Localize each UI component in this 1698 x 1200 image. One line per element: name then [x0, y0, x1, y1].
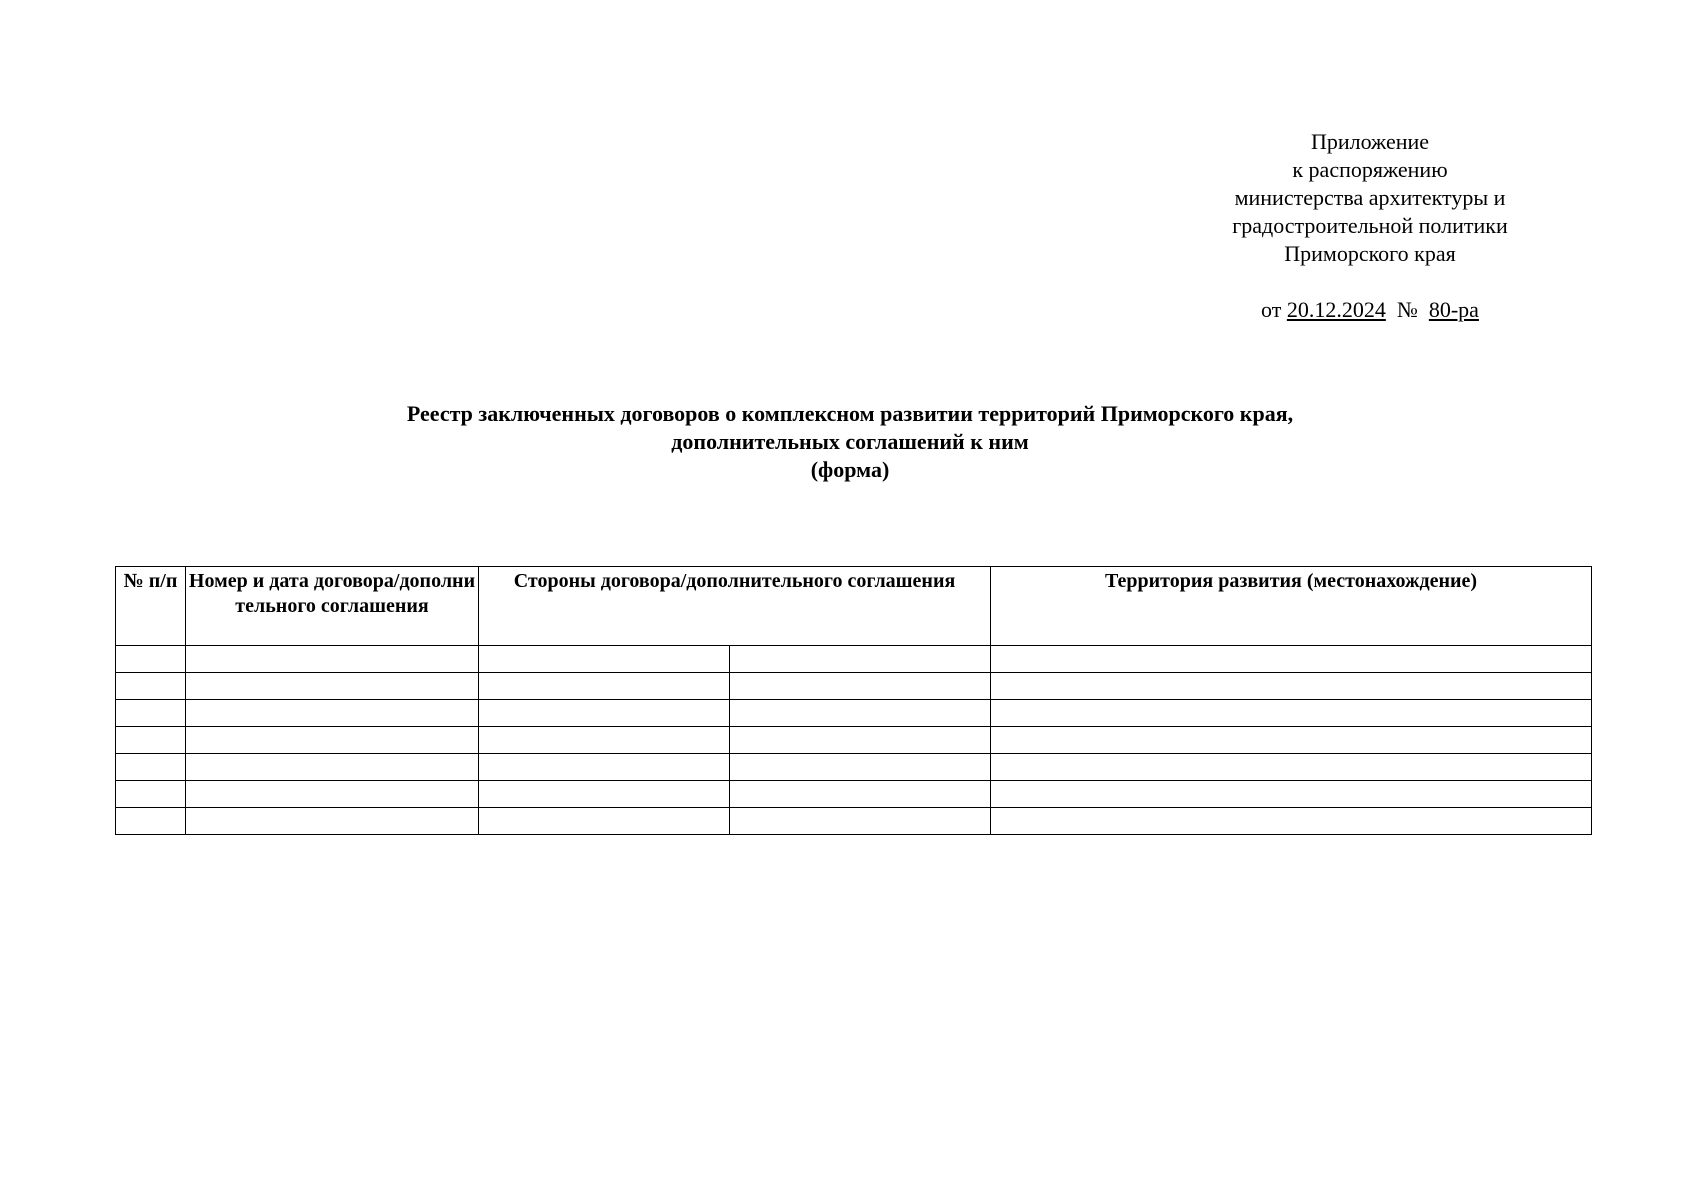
table-cell[interactable] — [479, 781, 730, 808]
table-header-row — [116, 567, 1592, 646]
registry-table — [115, 566, 1592, 835]
table-cell[interactable] — [479, 808, 730, 835]
table-cell[interactable] — [186, 646, 479, 673]
table-cell[interactable] — [116, 781, 186, 808]
appendix-line-order: к распоряжению — [1292, 157, 1448, 182]
table-cell[interactable] — [730, 808, 991, 835]
table-cell[interactable] — [991, 646, 1592, 673]
table-cell[interactable] — [991, 727, 1592, 754]
table-row — [116, 700, 1592, 727]
title-line-3: (форма) — [810, 457, 890, 482]
appendix-header — [1180, 128, 1560, 324]
order-number-sign: № — [1396, 297, 1418, 322]
order-date-number — [1180, 296, 1560, 324]
appendix-line-policy: градостроительной политики — [1232, 213, 1508, 238]
table-row — [116, 727, 1592, 754]
table-cell[interactable] — [479, 646, 730, 673]
table-body — [116, 646, 1592, 835]
table-cell[interactable] — [730, 781, 991, 808]
table-cell[interactable] — [116, 700, 186, 727]
table-row — [116, 673, 1592, 700]
title-line-1: Реестр заключенных договоров о комплексном развитии территорий Приморского края, — [406, 401, 1294, 426]
table-cell[interactable] — [479, 754, 730, 781]
header-number: № п/п — [116, 567, 186, 646]
table-cell[interactable] — [730, 673, 991, 700]
table-cell[interactable] — [116, 808, 186, 835]
table-cell[interactable] — [991, 808, 1592, 835]
table-cell[interactable] — [479, 700, 730, 727]
order-date: 20.12.2024 — [1286, 297, 1386, 322]
table-cell[interactable] — [730, 754, 991, 781]
table-cell[interactable] — [186, 808, 479, 835]
table-cell[interactable] — [991, 700, 1592, 727]
table-cell[interactable] — [186, 754, 479, 781]
header-territory: Территория развития (местонахождение) — [991, 567, 1592, 646]
appendix-label: Приложение — [1310, 129, 1430, 154]
table-row — [116, 754, 1592, 781]
table-cell[interactable] — [479, 727, 730, 754]
appendix-line-ministry: министерства архитектуры и — [1234, 185, 1506, 210]
header-contract-parties: Стороны договора/дополнительного соглашения — [479, 567, 991, 646]
table-cell[interactable] — [116, 754, 186, 781]
table-cell[interactable] — [730, 700, 991, 727]
table-cell[interactable] — [991, 673, 1592, 700]
table-cell[interactable] — [991, 754, 1592, 781]
order-date-prefix: от — [1261, 297, 1282, 322]
table-cell[interactable] — [991, 781, 1592, 808]
table-row — [116, 808, 1592, 835]
table-cell[interactable] — [116, 673, 186, 700]
table-cell[interactable] — [479, 673, 730, 700]
table-cell[interactable] — [186, 673, 479, 700]
table-cell[interactable] — [186, 700, 479, 727]
table-cell[interactable] — [116, 727, 186, 754]
document-title — [200, 400, 1500, 484]
table-cell[interactable] — [186, 727, 479, 754]
table-cell[interactable] — [116, 646, 186, 673]
table-cell[interactable] — [186, 781, 479, 808]
order-number: 80-ра — [1428, 297, 1479, 322]
header-contract-number-date: Номер и дата договора/дополнительного соглашения — [186, 567, 479, 646]
table-row — [116, 646, 1592, 673]
appendix-line-region: Приморского края — [1284, 241, 1456, 266]
table-cell[interactable] — [730, 646, 991, 673]
table-cell[interactable] — [730, 727, 991, 754]
table-row — [116, 781, 1592, 808]
title-line-2: дополнительных соглашений к ним — [671, 429, 1029, 454]
